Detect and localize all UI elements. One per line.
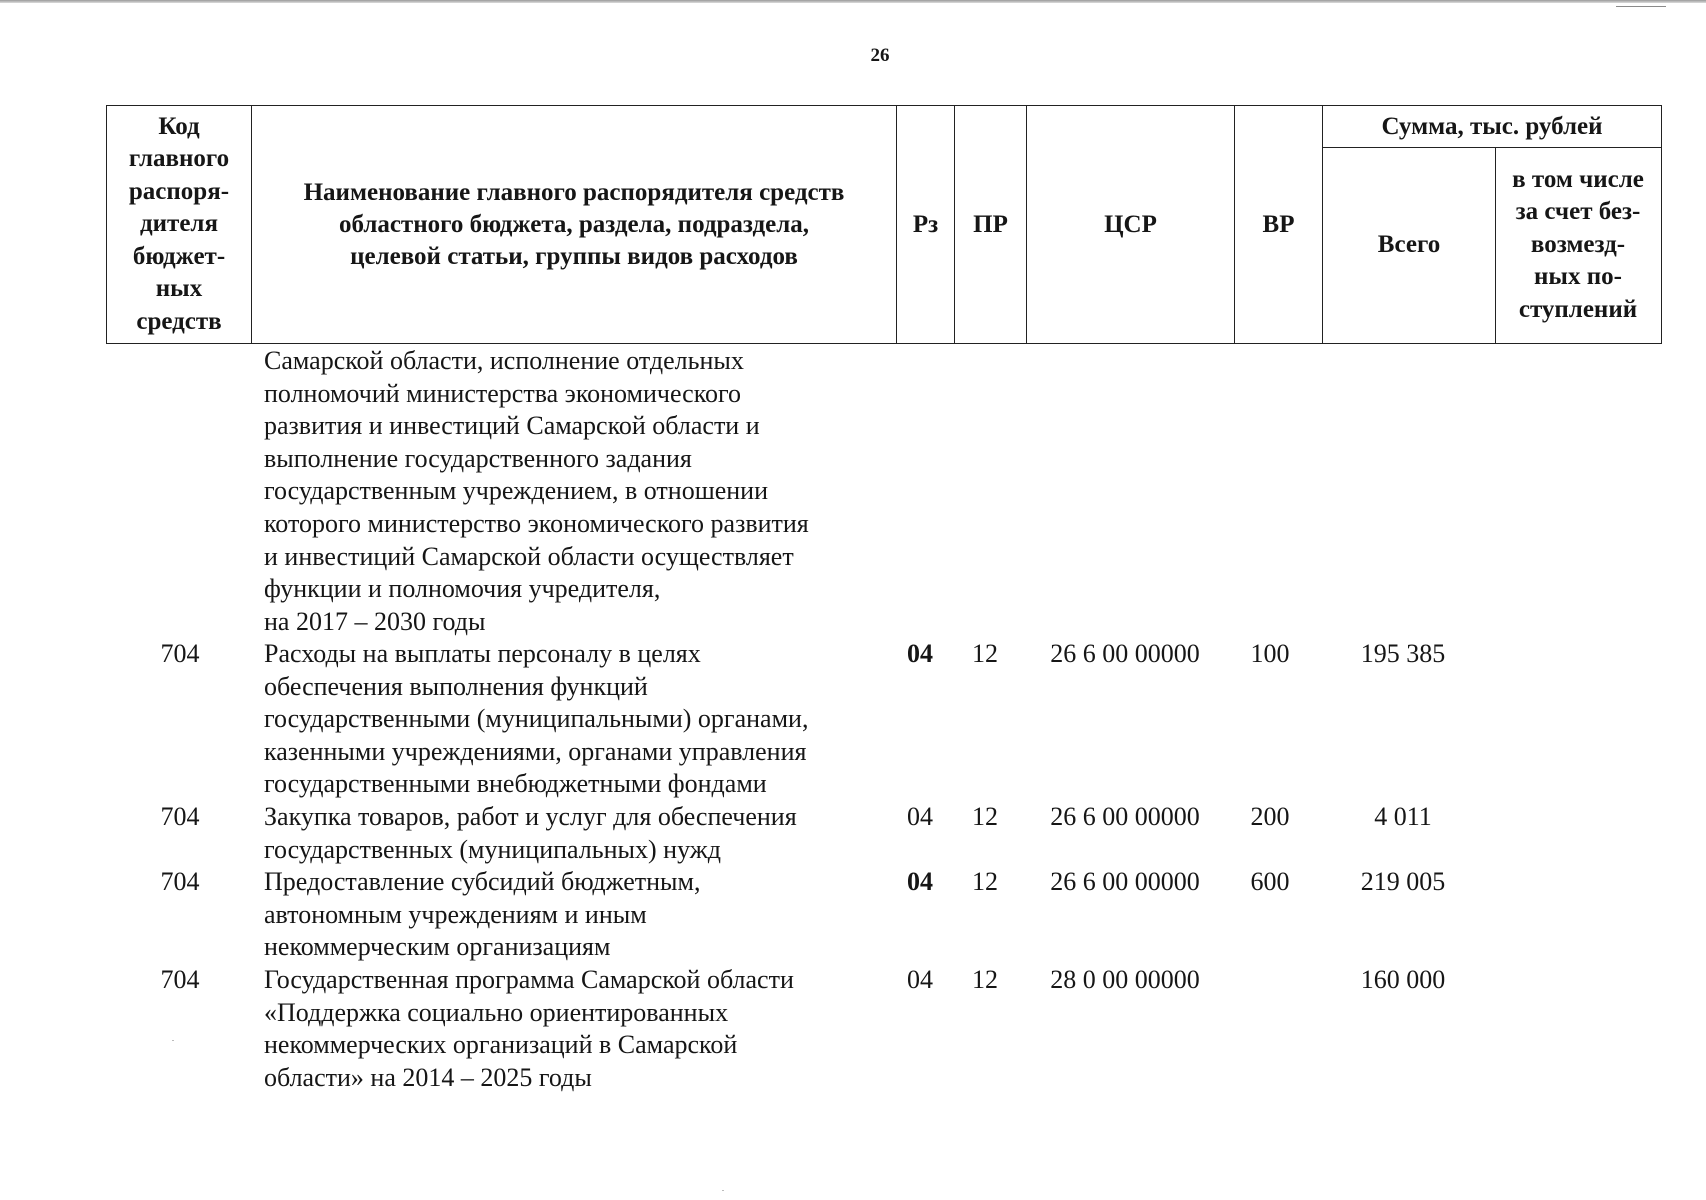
continuation-line: на 2017 – 2030 годы: [264, 606, 486, 636]
continuation-line: полномочий министерства экономического: [264, 378, 742, 408]
row-csr: 26 6 00 00000: [1050, 802, 1200, 831]
row-name-line: Закупка товаров, работ и услуг для обеспечения: [264, 802, 797, 831]
header-name: [252, 106, 897, 343]
scan-mark: [1616, 6, 1666, 7]
row-name-line: государственных (муниципальных) нужд: [264, 834, 721, 864]
row-vr: 100: [1250, 639, 1290, 668]
row-csr: 26 6 00 00000: [1050, 639, 1200, 668]
row-csr: 28 0 00 00000: [1050, 965, 1200, 994]
header-code-line: дителя: [140, 210, 218, 238]
row-name-line: государственными (муниципальными) органами,: [264, 704, 809, 734]
header-code-line: главного: [128, 145, 230, 173]
continuation-line: и инвестиций Самарской области осуществляет: [264, 541, 794, 571]
row-total: 160 000: [1360, 965, 1446, 994]
row-total: 4 011: [1374, 802, 1432, 831]
row-name-line: некоммерческих организаций в Самарской: [264, 1030, 738, 1060]
header-sum-free: [1495, 147, 1661, 343]
header-rz: Рз: [897, 106, 955, 343]
row-pr: 12: [972, 639, 998, 668]
row-code: 704: [160, 639, 200, 668]
header-name-line: Наименование главного распорядителя средств: [303, 178, 845, 206]
row-code: 704: [160, 802, 200, 831]
header-code-line: ных: [155, 275, 203, 303]
row-code: 704: [160, 965, 200, 994]
row-name: [264, 801, 904, 866]
scan-edge: [0, 0, 1706, 3]
header-sum-free-line: ступлений: [1518, 295, 1638, 323]
row-pr: 12: [972, 965, 998, 994]
continuation-text: [264, 345, 894, 638]
header-pr: ПР: [955, 106, 1027, 343]
header-csr: ЦСР: [1027, 106, 1235, 343]
header-code-line: средств: [136, 307, 222, 335]
row-rz: 04: [907, 867, 933, 896]
continuation-line: функции и полномочия учредителя,: [264, 574, 661, 604]
header-code: [107, 106, 252, 343]
row-name: [264, 964, 904, 1094]
row-rz: 04: [907, 802, 933, 831]
row-name-line: Предоставление субсидий бюджетным,: [264, 867, 701, 896]
row-name-line: обеспечения выполнения функций: [264, 671, 648, 701]
row-name-line: автономным учреждениям и иным: [264, 899, 647, 929]
row-csr: 26 6 00 00000: [1050, 867, 1200, 896]
row-name-line: «Поддержка социально ориентированных: [264, 997, 729, 1027]
header-sum-free-line: возмезд-: [1530, 230, 1626, 258]
header-name-line: областного бюджета, раздела, подраздела,: [338, 210, 810, 238]
header-code-line: Код: [158, 112, 200, 140]
header-code-line: распоря-: [128, 177, 230, 205]
continuation-line: Самарской области, исполнение отдельных: [264, 346, 744, 375]
row-name-line: Расходы на выплаты персоналу в целях: [264, 639, 701, 668]
row-rz: 04: [907, 965, 933, 994]
row-name-line: казенными учреждениями, органами управления: [264, 736, 807, 766]
header-sum-free-line: в том числе: [1512, 165, 1644, 193]
row-vr: 600: [1250, 867, 1290, 896]
continuation-line: выполнение государственного задания: [264, 443, 692, 473]
row-rz: 04: [907, 639, 933, 668]
table-header: [106, 105, 1662, 344]
page-number: 26: [870, 45, 890, 66]
row-total: 195 385: [1360, 639, 1446, 668]
row-name-line: государственными внебюджетными фондами: [264, 769, 767, 799]
row-name-line: некоммерческим организациям: [264, 932, 611, 962]
row-name: [264, 638, 904, 801]
header-sum-free-line: за счет без-: [1515, 198, 1641, 226]
scan-speck: [172, 1040, 174, 1041]
continuation-line: развития и инвестиций Самарской области и: [264, 411, 760, 441]
header-sum-total: Всего: [1323, 147, 1496, 343]
header-name-line: целевой статьи, группы видов расходов: [350, 242, 798, 270]
continuation-line: государственным учреждением, в отношении: [264, 476, 768, 506]
row-vr: 200: [1250, 802, 1290, 831]
row-pr: 12: [972, 867, 998, 896]
row-total: 219 005: [1360, 867, 1446, 896]
header-vr: ВР: [1235, 106, 1323, 343]
header-code-line: бюджет-: [132, 242, 226, 270]
header-sum: [1323, 106, 1661, 343]
row-name: [264, 866, 904, 964]
row-code: 704: [160, 867, 200, 896]
header-sum-title: Сумма, тыс. рублей: [1323, 106, 1661, 148]
row-name-line: Государственная программа Самарской области: [264, 965, 794, 994]
continuation-line: которого министерство экономического развития: [264, 508, 809, 538]
header-sum-free-line: ных по-: [1534, 263, 1622, 291]
row-name-line: области» на 2014 – 2025 годы: [264, 1062, 592, 1092]
scan-speck: [722, 1190, 724, 1191]
row-pr: 12: [972, 802, 998, 831]
